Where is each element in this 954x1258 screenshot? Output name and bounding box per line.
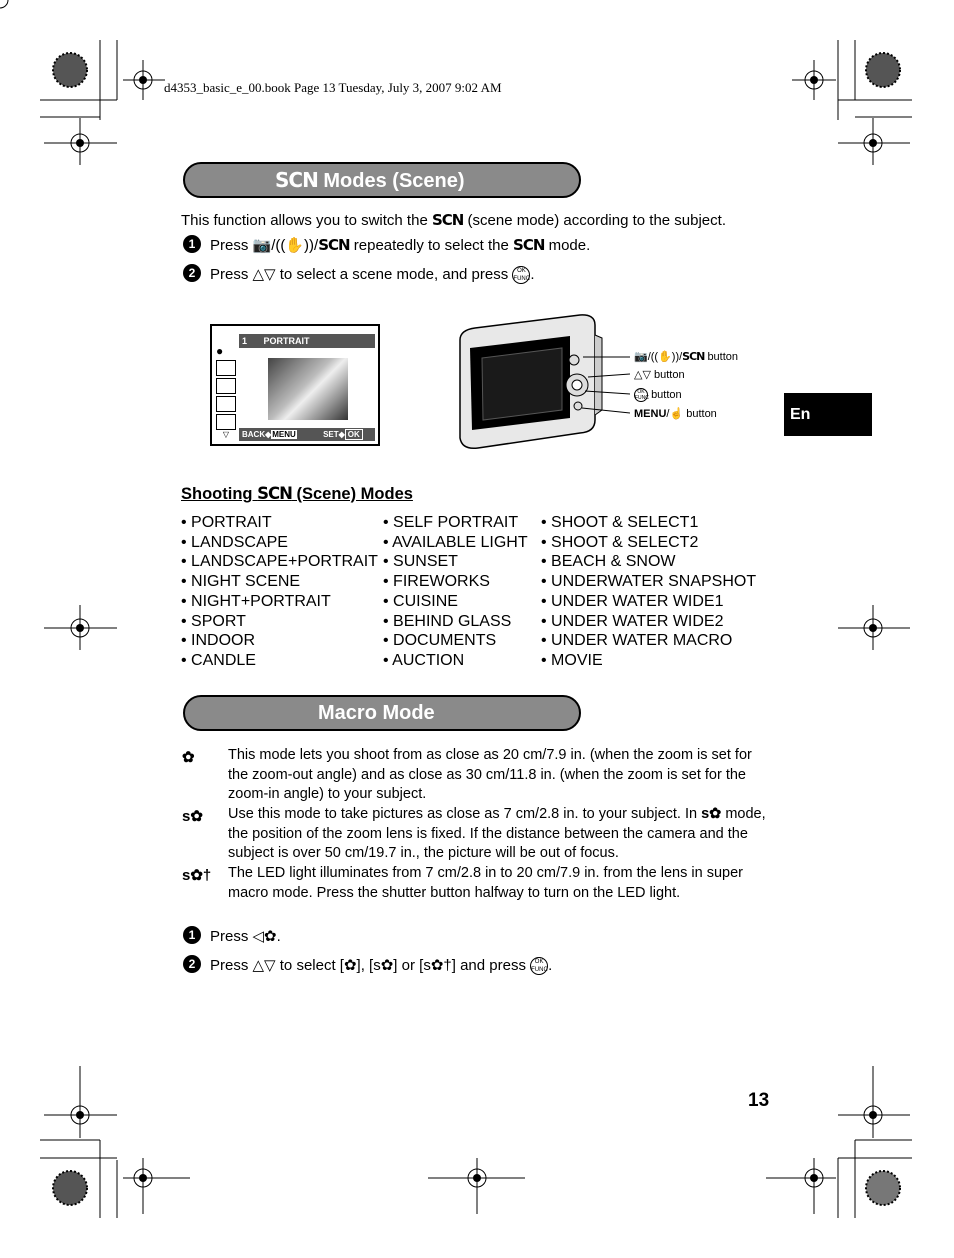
scn-icon: SCN [513, 236, 545, 254]
up-down-arrows-icon: △▽ [252, 266, 276, 283]
scene-list-item: • FIREWORKS [383, 573, 490, 591]
scene-list-item: • SUNSET [383, 553, 458, 571]
bullet: • [383, 651, 393, 669]
super-macro-icon: s✿ [701, 806, 722, 822]
bullet: • [541, 514, 552, 531]
section-title: Macro Mode [318, 702, 435, 724]
bullet: • [181, 651, 192, 669]
landscape-portrait-mode-icon [216, 378, 236, 394]
macro-description: This mode lets you shoot from as close as 20 cm/7.9 in. (when the zoom is set for the zoom-out angle) and as close as 30 cm/11.8 in. (when the zoom is set for the zoom-in angle) to your subject. [228, 747, 752, 802]
bullet: • [541, 533, 552, 551]
scene-list-item: • LANDSCAPE [181, 533, 288, 551]
scroll-down-icon: ▽ [222, 430, 230, 439]
bullet: • [541, 632, 552, 650]
scene-list-item: • INDOOR [181, 632, 256, 650]
scene-list-item: • BEHIND GLASS [383, 612, 512, 630]
macro-mode-title-bar [183, 695, 581, 731]
portrait-preview-image [268, 358, 348, 420]
lcd-title-bar: 1 PORTRAIT [239, 334, 375, 348]
bullet: • [383, 533, 393, 551]
bullet: • [181, 592, 192, 610]
bullet: • [181, 533, 192, 551]
scene-list-col-2 [383, 513, 528, 671]
shooting-mode-button-label: 📷/((✋))/SCN button [634, 350, 739, 363]
portrait-mode-icon: ● [216, 344, 224, 358]
lcd-mode-icons [216, 344, 236, 439]
bullet: • [181, 553, 192, 571]
lcd-bottom-bar: BACK◆MENU SET◆ OK [239, 428, 375, 441]
camera-icon: 📷 [252, 237, 272, 254]
scene-list-item: • CUISINE [383, 592, 458, 610]
ok-func-icon: OK FUNC [513, 268, 531, 283]
bullet: • [383, 573, 394, 591]
bullet: • [383, 632, 394, 650]
scene-list-item: • SELF PORTRAIT [383, 514, 519, 531]
lcd-scene-menu-illustration [210, 324, 380, 446]
night-scene-mode-icon [216, 396, 236, 412]
scene-list-item: • SHOOT & SELECT1 [541, 514, 699, 531]
macro-icon: ✿ [343, 957, 357, 974]
step-number-1: 1 [183, 926, 201, 944]
bullet: • [541, 573, 552, 591]
bullet: • [181, 573, 192, 591]
scene-modes-title-bar [183, 162, 581, 198]
page-number: 13 [748, 1090, 770, 1111]
scene-list-col-1 [181, 513, 378, 671]
bullet: • [383, 553, 394, 571]
bullet: • [541, 612, 552, 630]
scene-list-item: • SPORT [181, 612, 246, 630]
step-1-text: Press 📷/((✋))/SCN repeatedly to select the SCN mode. [210, 236, 591, 254]
night-portrait-mode-icon [216, 414, 236, 430]
ok-func-icon: OK FUNC [635, 389, 649, 401]
hand-icon: ☝ [669, 408, 684, 420]
bullet: • [181, 612, 192, 630]
step-2-text: Press △▽ to select a scene mode, and press OK FUNC. [210, 266, 535, 283]
scene-list-item: • UNDER WATER WIDE1 [541, 592, 724, 610]
bullet: • [181, 514, 192, 531]
step-number-2: 2 [183, 955, 201, 973]
scn-icon: SCN [257, 484, 292, 503]
language-tab: En [784, 393, 872, 436]
bullet: • [383, 514, 394, 531]
bullet: • [541, 553, 552, 571]
macro-step-2-text: Press △▽ to select [✿], [s✿] or [s✿†] and press OK FUNC. [210, 957, 553, 974]
scene-list-item: • UNDERWATER SNAPSHOT [541, 573, 757, 591]
super-macro-description: Use this mode to take pictures as close as 7 cm/2.8 in. to your subject. In s✿ mode, the position of the zoom lens is fixed. If the distance between the camera and the subject is over 50 cm/19.7 in., the picture will be out of focus. [228, 806, 766, 861]
scene-list-item: • AUCTION [383, 651, 465, 669]
arrow-button-label: △▽ button [634, 369, 685, 381]
bullet: • [181, 632, 192, 650]
scene-list-item: • MOVIE [541, 651, 603, 669]
bullet: • [383, 592, 394, 610]
scene-list-item: • LANDSCAPE+PORTRAIT [181, 553, 378, 571]
camera-back-illustration [450, 310, 630, 455]
camera-icon: 📷 [634, 351, 648, 363]
scn-icon: SCN [275, 168, 318, 192]
section-title: Modes (Scene) [323, 170, 465, 192]
macro-icon: ✿ [182, 749, 195, 766]
super-macro-led-description: The LED light illuminates from 7 cm/2.8 in to 20 cm/7.9 in. from the lens in super macro mode. Press the shutter button halfway to turn on the LED light. [228, 865, 743, 901]
scene-list-item: • UNDER WATER WIDE2 [541, 612, 724, 630]
scene-list-item: • BEACH & SNOW [541, 553, 676, 571]
ok-func-icon: OK FUNC [531, 959, 548, 974]
scn-icon: SCN [318, 236, 350, 254]
left-arrow-macro-icon: ◁✿ [252, 928, 277, 945]
scene-list-col-3 [541, 513, 756, 671]
bullet: • [541, 592, 552, 610]
print-header-line: d4353_basic_e_00.book Page 13 Tuesday, July 3, 2007 9:02 AM [164, 80, 502, 95]
shooting-modes-heading: Shooting SCN (Scene) Modes [181, 484, 413, 503]
up-down-arrows-icon: △▽ [252, 957, 276, 974]
scene-list-item: • NIGHT SCENE [181, 573, 301, 591]
step-number-1: 1 [183, 235, 201, 253]
step-number-2: 2 [183, 264, 201, 282]
scene-list-item: • CANDLE [181, 651, 256, 669]
scene-list-item: • NIGHT+PORTRAIT [181, 592, 331, 610]
macro-step-1-text: Press ◁✿. [210, 928, 281, 945]
super-macro-led-icon: s✿† [182, 867, 212, 884]
super-macro-icon: s✿ [182, 808, 203, 825]
scene-list-item: • DOCUMENTS [383, 632, 497, 650]
scene-list-item: • SHOOT & SELECT2 [541, 533, 699, 551]
scene-list-item: • AVAILABLE LIGHT [383, 533, 528, 551]
ok-button-label: OK FUNC button [635, 388, 682, 401]
super-macro-led-icon: s✿† [423, 957, 452, 974]
scene-list-item: • UNDER WATER MACRO [541, 632, 733, 650]
up-down-arrows-icon: △▽ [634, 369, 651, 381]
intro-text: This function allows you to switch the SCN (scene mode) according to the subject. [181, 211, 726, 229]
scn-icon: SCN [431, 211, 464, 229]
super-macro-icon: s✿ [373, 957, 394, 974]
bullet: • [541, 651, 552, 669]
menu-button-label: MENU/☝ button [634, 408, 717, 420]
bullet: • [383, 612, 394, 630]
scene-list-item: • PORTRAIT [181, 514, 272, 531]
landscape-mode-icon [216, 360, 236, 376]
stabilizer-icon: ((✋)) [275, 237, 315, 254]
